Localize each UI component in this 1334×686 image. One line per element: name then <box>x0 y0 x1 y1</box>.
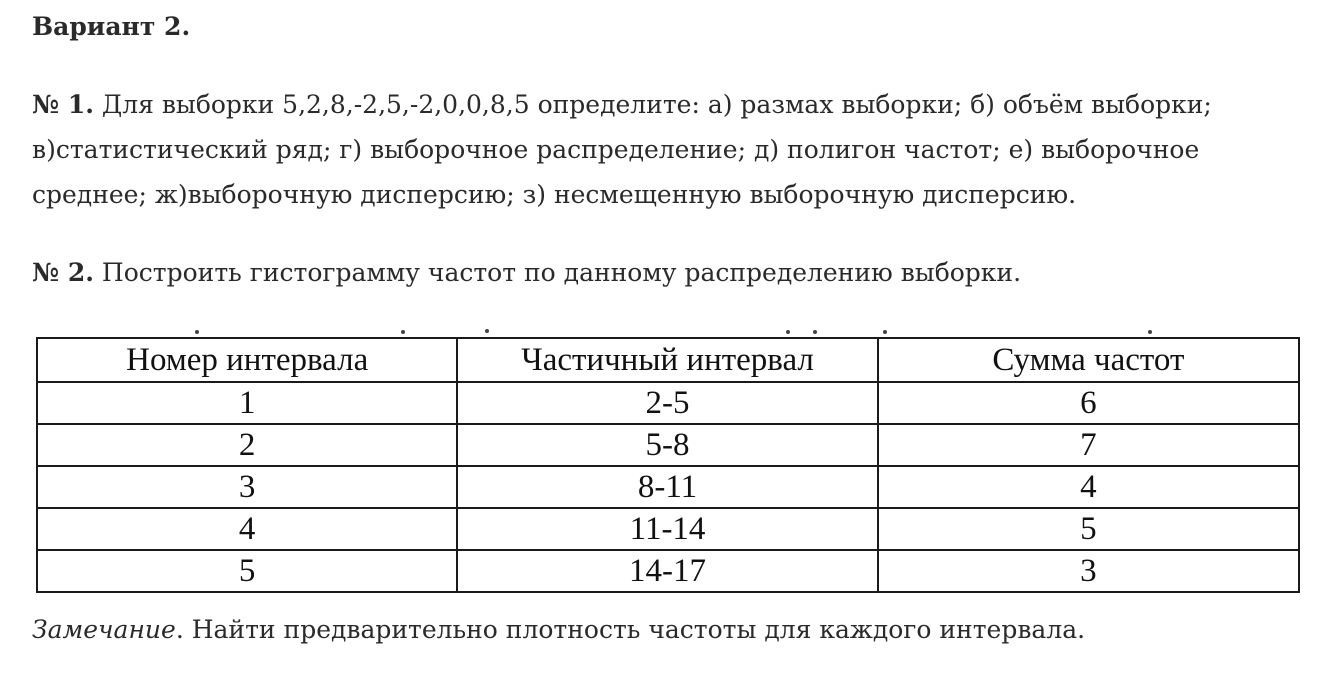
cell-interval-number: 5 <box>37 550 457 592</box>
task-2-number: № 2. <box>32 258 94 287</box>
table-row <box>37 508 1299 550</box>
cell-partial-interval: 5-8 <box>457 424 877 466</box>
table-row <box>37 466 1299 508</box>
header-partial-interval: Частичный интервал <box>457 338 877 382</box>
table-row <box>37 382 1299 424</box>
frequency-table <box>36 337 1300 593</box>
cell-interval-number: 2 <box>37 424 457 466</box>
cell-frequency-sum: 5 <box>878 508 1299 550</box>
table-header-row <box>37 338 1299 382</box>
task-2-text: Построить гистограмму частот по данному распределению выборки. <box>93 258 1022 287</box>
table-row <box>37 550 1299 592</box>
task-1-number: № 1. <box>32 90 94 119</box>
header-frequency-sum: Сумма частот <box>878 338 1299 382</box>
note-text: . Найти предварительно плотность частоты для каждого интервала. <box>175 615 1086 644</box>
cell-partial-interval: 14-17 <box>457 550 877 592</box>
header-interval-number: Номер интервала <box>37 338 457 382</box>
task-2 <box>32 250 1307 295</box>
note-label: Замечание <box>32 615 176 644</box>
task-1-text: Для выборки 5,2,8,-2,5,-2,0,0,8,5 определите: а) размах выборки; б) объём выборки; в)статистический ряд; г) выборочное распределение; д) полигон частот; е) выборочное среднее; ж)выборочную дисперсию; з) несмещенную выборочную дисперсию. <box>32 90 1212 209</box>
cell-partial-interval: 11-14 <box>457 508 877 550</box>
cell-partial-interval: 8-11 <box>457 466 877 508</box>
cell-frequency-sum: 6 <box>878 382 1299 424</box>
table-row <box>37 424 1299 466</box>
cell-interval-number: 3 <box>37 466 457 508</box>
task-1 <box>32 82 1307 217</box>
cell-frequency-sum: 7 <box>878 424 1299 466</box>
cell-frequency-sum: 3 <box>878 550 1299 592</box>
cell-partial-interval: 2-5 <box>457 382 877 424</box>
variant-title: Вариант 2. <box>32 12 191 41</box>
cell-interval-number: 1 <box>37 382 457 424</box>
note <box>32 612 1085 648</box>
cell-interval-number: 4 <box>37 508 457 550</box>
cell-frequency-sum: 4 <box>878 466 1299 508</box>
